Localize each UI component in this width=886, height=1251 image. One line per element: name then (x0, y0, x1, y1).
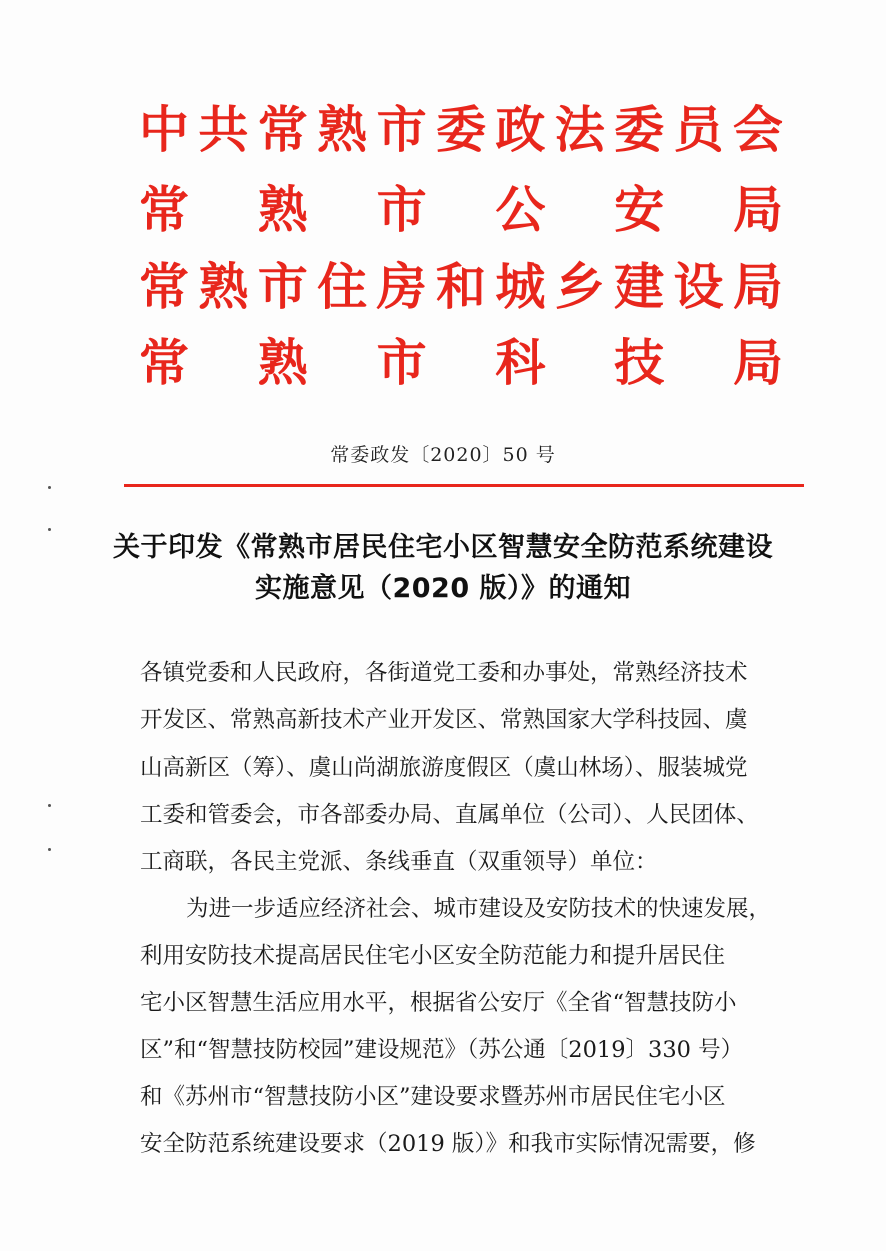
header-char: 熟 (257, 180, 308, 239)
header-char: 安 (614, 180, 665, 239)
title-line-1: 关于印发《常熟市居民住宅小区智慧安全防范系统建设 (113, 532, 773, 563)
header-char: 会 (732, 100, 783, 159)
header-char: 市 (376, 100, 427, 159)
header-char: 法 (554, 100, 605, 159)
header-char: 常 (139, 257, 189, 316)
document-number: 常委政发〔2020〕50 号 (330, 444, 556, 466)
header-char: 市 (376, 180, 427, 239)
header-char: 常 (139, 180, 189, 239)
header-char: 熟 (198, 257, 249, 316)
header-char: 住 (317, 257, 368, 316)
header-char: 乡 (554, 257, 605, 316)
header-char: 建 (614, 257, 665, 316)
header-char: 局 (732, 257, 783, 316)
body-line: 和《苏州市“智慧技防小区”建设要求暨苏州市居民住宅小区 (140, 1084, 726, 1110)
scan-mark (48, 528, 51, 531)
body-line: 工商联，各民主党派、条线垂直（双重领导）单位： (140, 849, 658, 875)
scan-mark (48, 486, 51, 489)
header-char: 房 (376, 257, 427, 316)
header-char: 技 (614, 333, 665, 392)
body-line: 安全防范系统建设要求（2019 版）》和我市实际情况需要，修 (140, 1131, 756, 1157)
body-line: 各镇党委和人民政府，各街道党工委和办事处，常熟经济技术 (140, 660, 748, 686)
header-char: 局 (732, 180, 783, 239)
header-line-2 (138, 180, 784, 240)
body-line: 工委和管委会，市各部委办局、直属单位（公司）、人民团体、 (140, 802, 759, 828)
body-line: 为进一步适应经济社会、城市建设及安防技术的快速发展， (186, 896, 772, 922)
header-char: 设 (673, 257, 724, 316)
header-line-1 (138, 100, 784, 160)
scan-mark (48, 848, 51, 851)
header-line-3 (138, 257, 784, 317)
scan-mark (48, 804, 51, 807)
header-char: 熟 (257, 333, 308, 392)
title-line-2: 实施意见（2020 版）》的通知 (254, 573, 632, 604)
header-char: 政 (495, 100, 546, 159)
header-char: 公 (495, 180, 546, 239)
body-line: 利用安防技术提高居民住宅小区安全防范能力和提升居民住 (140, 943, 726, 969)
header-char: 员 (673, 100, 724, 159)
header-char: 常 (257, 100, 308, 159)
body-line: 宅小区智慧生活应用水平，根据省公安厅《全省“智慧技防小 (140, 990, 737, 1016)
header-char: 科 (495, 333, 546, 392)
header-char: 中 (139, 100, 189, 159)
header-char: 委 (435, 100, 486, 159)
header-char: 局 (732, 333, 783, 392)
body-line: 开发区、常熟高新技术产业开发区、常熟国家大学科技园、虞 (140, 707, 748, 733)
red-separator-line (124, 484, 804, 487)
header-line-4 (138, 333, 784, 393)
header-char: 熟 (317, 100, 368, 159)
header-char: 和 (435, 257, 486, 316)
body-line: 区”和“智慧技防校园”建设规范》（苏公通〔2019〕330 号） (140, 1037, 744, 1063)
header-char: 共 (198, 100, 249, 159)
header-char: 市 (257, 257, 308, 316)
header-char: 市 (376, 333, 427, 392)
header-char: 城 (495, 257, 546, 316)
header-char: 委 (614, 100, 665, 159)
header-char: 常 (139, 333, 189, 392)
body-line: 山高新区（筹）、虞山尚湖旅游度假区（虞山林场）、服装城党 (140, 755, 748, 781)
